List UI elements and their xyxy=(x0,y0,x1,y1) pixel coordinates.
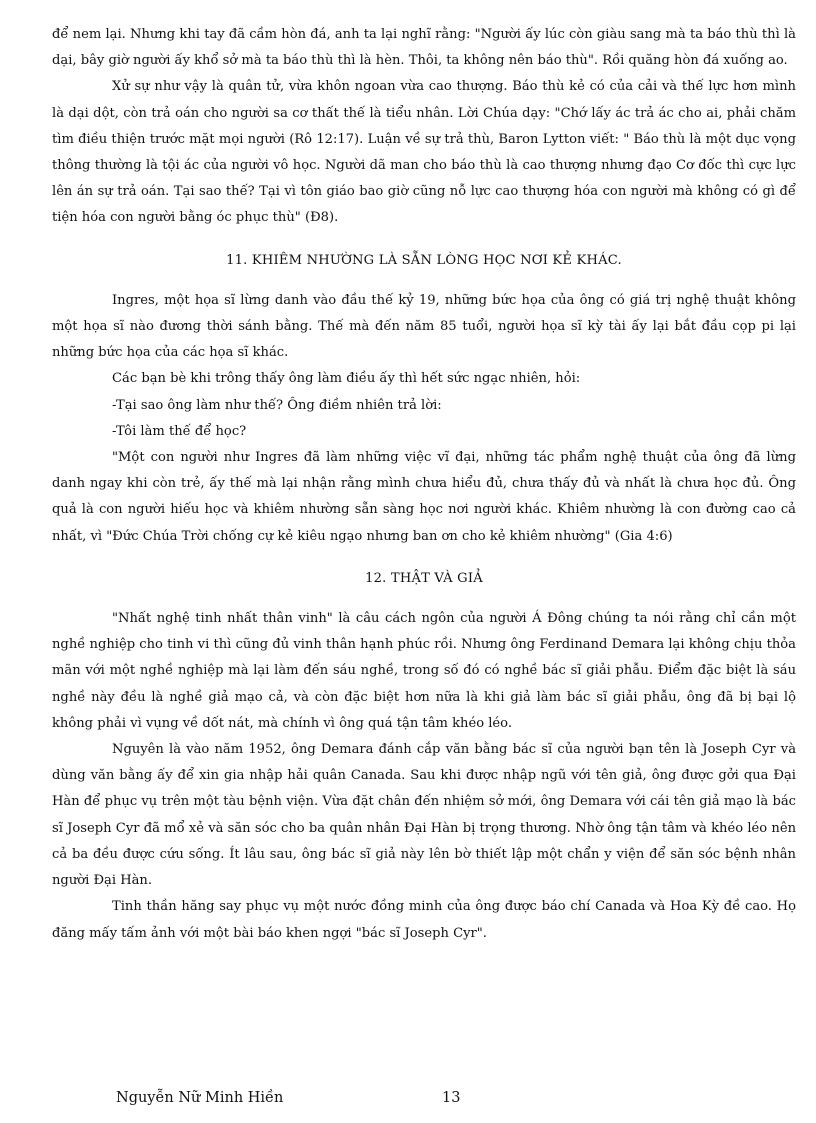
paragraph: để nem lại. Nhưng khi tay đã cầm hòn đá, anh ta lại nghĩ rằng: "Người ấy lúc còn giàu sang mà ta báo thù thì là dại, bây giờ người ấy khổ sở mà ta báo thù thì là hèn. Thôi, ta không nên báo thù". Rồi quăng hòn đá xuống ao. xyxy=(52,27,796,69)
section-heading-11: 11. KHIÊM NHƯỜNG LÀ SẴN LÒNG HỌC NƠI KẺ KHÁC. xyxy=(226,252,622,268)
section-heading-12: 12. THẬT VÀ GIẢ xyxy=(365,570,483,586)
paragraph: Các bạn bè khi trông thấy ông làm điều ấy thì hết sức ngạc nhiên, hỏi: xyxy=(112,371,581,387)
body-text xyxy=(52,22,796,947)
paragraph: Xử sự như vậy là quân tử, vừa khôn ngoan vừa cao thượng. Báo thù kẻ có của cải và thế lực hơn mình là dại dột, còn trả oán cho người sa cơ thất thế là tiểu nhân. Lời Chúa dạy: "Chớ lấy ác trả ác cho ai, phải chăm tìm điều thiện trước mặt mọi người (Rô 12:17). Luận về sự trả thù, Baron Lytton viết: " Báo thù là một dục vọng thông thường là tội ác của người vô học. Người dã man cho báo thù là cao thượng nhưng đạo Cơ đốc thì cực lực lên án sự trả oán. Tại sao thế? Tại vì tôn giáo bao giờ cũng nỗ lực cao thượng hóa con người mà không có gì để tiện hóa con người bằng óc phục thù" (Đ8). xyxy=(52,79,796,226)
paragraph: "Một con người như Ingres đã làm những việc vĩ đại, những tác phẩm nghệ thuật của ông đã lừng danh ngay khi còn trẻ, ấy thế mà lại nhận rằng mình chưa hiểu đủ, chưa thấy đủ và nhất là chưa học đủ. Ông quả là con người hiếu học và khiêm nhường sẵn sàng học nơi người khác. Khiêm nhường là con đường cao cả nhất, vì "Đức Chúa Trời chống cự kẻ kiêu ngạo nhưng ban ơn cho kẻ khiêm nhường" (Gia 4:6) xyxy=(52,450,796,544)
footer-author: Nguyễn Nữ Minh Hiền xyxy=(116,1090,284,1106)
paragraph: Nguyên là vào năm 1952, ông Demara đánh cắp văn bằng bác sĩ của người bạn tên là Joseph Cyr và dùng văn bằng ấy để xin gia nhập hải quân Canada. Sau khi được nhập ngũ với tên giả, ông được gởi qua Đại Hàn để phục vụ trên một tàu bệnh viện. Vừa đặt chân đến nhiệm sở mới, ông Demara với cái tên giả mạo là bác sĩ Joseph Cyr đã mổ xẻ và săn sóc cho ba quân nhân Đại Hàn bị trọng thương. Nhờ ông tận tâm và khéo léo nên cả ba đều được cứu sống. Ít lâu sau, ông bác sĩ giả này lên bờ thiết lập một chẩn y viện để săn sóc bệnh nhân người Đại Hàn. xyxy=(52,742,796,889)
paragraph: "Nhất nghệ tinh nhất thân vinh" là câu cách ngôn của người Á Đông chúng ta nói rằng chỉ cần một nghề nghiệp cho tinh vi thì cũng đủ vinh thân hạnh phúc rồi. Nhưng ông Ferdinand Demara lại không chịu thỏa mãn với một nghề nghiệp mà lại làm đến sáu nghề, trong số đó có nghề bác sĩ giải phẫu. Điểm đặc biệt là sáu nghề này đều là nghề giả mạo cả, và còn đặc biệt hơn nữa là khi giả làm bác sĩ giải phẫu, ông đã bị bại lộ không phải vì vụng về dốt nát, mà chính vì ông quá tận tâm khéo léo. xyxy=(52,611,796,731)
dialogue-line: -Tại sao ông làm như thế? Ông điềm nhiên trả lời: xyxy=(112,397,442,413)
paragraph: Tinh thần hăng say phục vụ một nước đồng minh của ông được báo chí Canada và Hoa Kỳ đề cao. Họ đăng mấy tấm ảnh với một bài báo khen ngợi "bác sĩ Joseph Cyr". xyxy=(52,899,796,941)
page-number: 13 xyxy=(442,1090,461,1106)
dialogue-line: -Tôi làm thế để học? xyxy=(112,423,247,439)
paragraph: Ingres, một họa sĩ lừng danh vào đầu thế kỷ 19, những bức họa của ông có giá trị nghệ thuật không một họa sĩ nào đương thời sánh bằng. Thế mà đến năm 85 tuổi, người họa sĩ kỳ tài ấy lại bắt đầu cọp pi lại những bức họa của các họa sĩ khác. xyxy=(52,292,796,361)
